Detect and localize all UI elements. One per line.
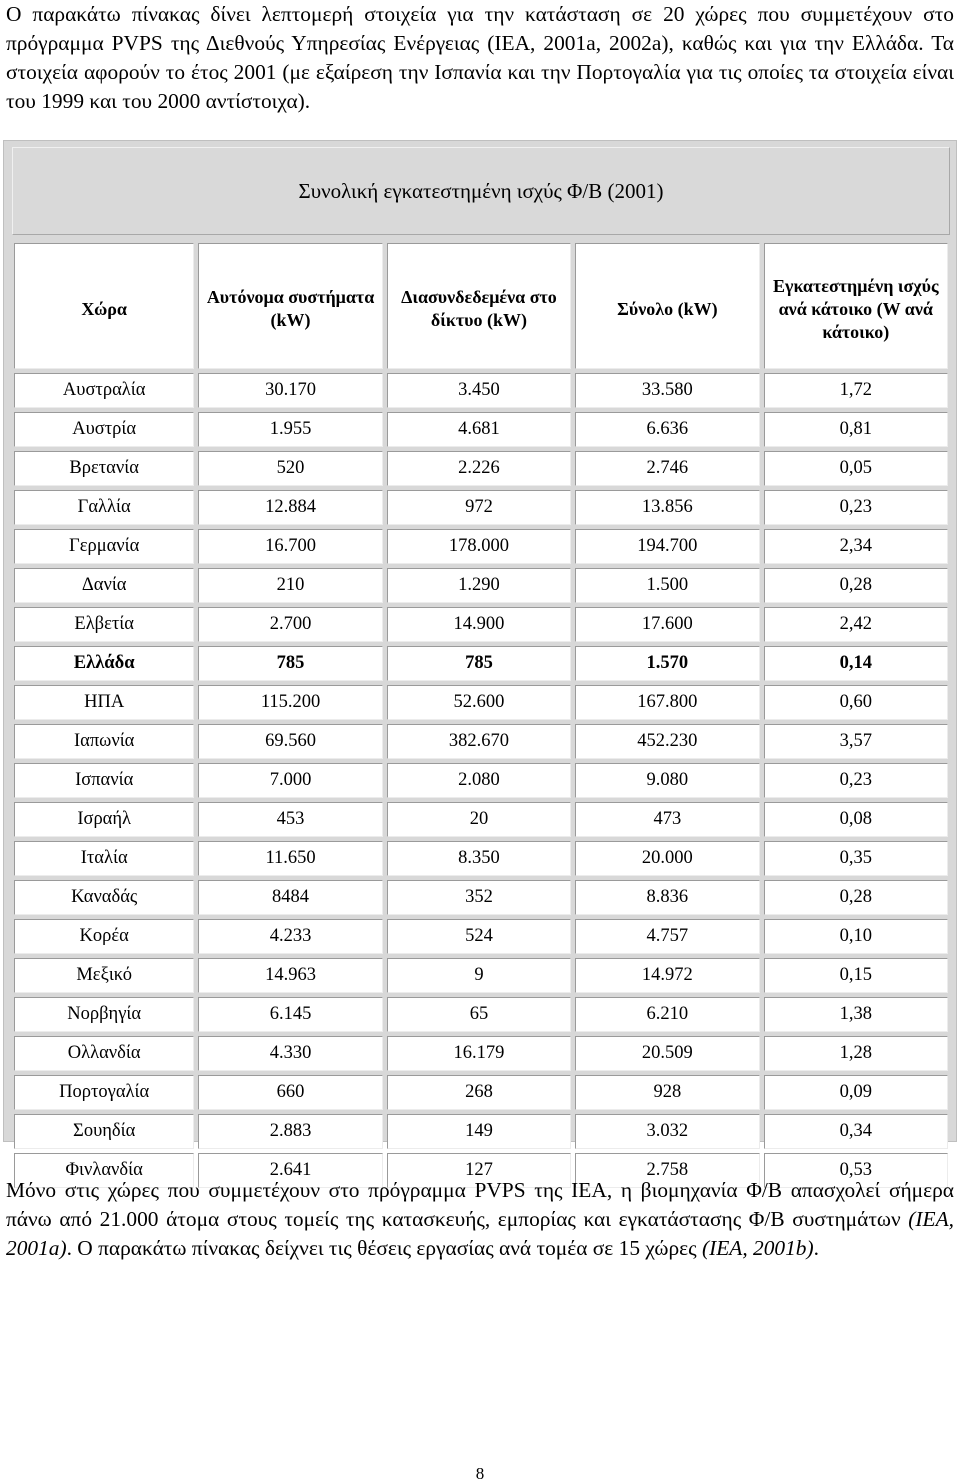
table-row (14, 1036, 948, 1071)
table-row (14, 607, 948, 642)
table-row (14, 997, 948, 1032)
cell-grid-connected: 352 (387, 880, 571, 915)
cell-standalone: 11.650 (198, 841, 382, 876)
cell-grid-connected: 524 (387, 919, 571, 954)
cell-grid-connected: 1.290 (387, 568, 571, 603)
cell-grid-connected: 2.080 (387, 763, 571, 798)
outro-text-1: Μόνο στις χώρες που συμμετέχουν στο πρόγραμμα PVPS της IEA, η βιομηχανία Φ/Β απασχολεί σήμερα πάνω από 21.000 άτομα στους τομείς της κατασκευής, εμπορίας και εγκατάστασης Φ/Β συστημάτων (6, 1178, 954, 1231)
table-row (14, 724, 948, 759)
cell-per-capita: 0,34 (764, 1114, 948, 1149)
cell-grid-connected: 52.600 (387, 685, 571, 720)
cell-per-capita: 0,23 (764, 490, 948, 525)
cell-per-capita: 0,14 (764, 646, 948, 681)
table-row (14, 373, 948, 408)
page-number: 8 (475, 1464, 485, 1483)
cell-per-capita: 3,57 (764, 724, 948, 759)
cell-grid-connected: 4.681 (387, 412, 571, 447)
citation-iea-2001b: (IEA, 2001b) (701, 1236, 814, 1260)
cell-standalone: 785 (198, 646, 382, 681)
outro-text-3: . (813, 1236, 819, 1260)
cell-standalone: 16.700 (198, 529, 382, 564)
cell-standalone: 2.700 (198, 607, 382, 642)
cell-grid-connected: 268 (387, 1075, 571, 1110)
cell-per-capita: 0,09 (764, 1075, 948, 1110)
table-row (14, 841, 948, 876)
table-row (14, 490, 948, 525)
cell-per-capita: 0,28 (764, 880, 948, 915)
cell-grid-connected: 178.000 (387, 529, 571, 564)
cell-per-capita: 1,72 (764, 373, 948, 408)
table-body (14, 373, 948, 1188)
cell-per-capita: 2,34 (764, 529, 948, 564)
cell-standalone: 1.955 (198, 412, 382, 447)
cell-per-capita: 0,08 (764, 802, 948, 837)
table-row (14, 1114, 948, 1149)
cell-country: Σουηδία (14, 1114, 194, 1149)
cell-total: 4.757 (575, 919, 759, 954)
table-row (14, 646, 948, 681)
cell-total: 2.746 (575, 451, 759, 486)
table-row (14, 919, 948, 954)
table-row (14, 685, 948, 720)
cell-grid-connected: 65 (387, 997, 571, 1032)
cell-per-capita: 0,05 (764, 451, 948, 486)
cell-standalone: 210 (198, 568, 382, 603)
cell-standalone: 660 (198, 1075, 382, 1110)
cell-grid-connected: 20 (387, 802, 571, 837)
cell-per-capita: 0,81 (764, 412, 948, 447)
cell-total: 33.580 (575, 373, 759, 408)
cell-total: 17.600 (575, 607, 759, 642)
pv-capacity-table (10, 239, 952, 1192)
table-row (14, 568, 948, 603)
cell-standalone: 520 (198, 451, 382, 486)
cell-grid-connected: 3.450 (387, 373, 571, 408)
cell-total: 8.836 (575, 880, 759, 915)
cell-total: 2.758 (575, 1153, 759, 1188)
cell-country: Αυστραλία (14, 373, 194, 408)
pv-capacity-table-frame (3, 140, 957, 1180)
cell-per-capita: 1,28 (764, 1036, 948, 1071)
cell-country: Καναδάς (14, 880, 194, 915)
cell-total: 167.800 (575, 685, 759, 720)
cell-country: Αυστρία (14, 412, 194, 447)
cell-standalone: 453 (198, 802, 382, 837)
cell-grid-connected: 149 (387, 1114, 571, 1149)
cell-grid-connected: 16.179 (387, 1036, 571, 1071)
cell-per-capita: 0,53 (764, 1153, 948, 1188)
table-row (14, 529, 948, 564)
cell-total: 1.570 (575, 646, 759, 681)
cell-country: ΗΠΑ (14, 685, 194, 720)
table-row (14, 958, 948, 993)
cell-total: 13.856 (575, 490, 759, 525)
cell-standalone: 115.200 (198, 685, 382, 720)
cell-per-capita: 0,15 (764, 958, 948, 993)
cell-standalone: 30.170 (198, 373, 382, 408)
cell-total: 928 (575, 1075, 759, 1110)
table-row (14, 802, 948, 837)
cell-total: 20.000 (575, 841, 759, 876)
cell-standalone: 4.330 (198, 1036, 382, 1071)
cell-grid-connected: 2.226 (387, 451, 571, 486)
cell-per-capita: 0,35 (764, 841, 948, 876)
cell-country: Γερμανία (14, 529, 194, 564)
cell-per-capita: 2,42 (764, 607, 948, 642)
cell-country: Ισραήλ (14, 802, 194, 837)
cell-grid-connected: 9 (387, 958, 571, 993)
table-header-row (14, 243, 948, 369)
cell-total: 3.032 (575, 1114, 759, 1149)
table-row (14, 880, 948, 915)
cell-total: 9.080 (575, 763, 759, 798)
cell-total: 14.972 (575, 958, 759, 993)
header-per-capita: Εγκατεστημένη ισχύς ανά κάτοικο (W ανά κάτοικο) (764, 243, 948, 369)
cell-total: 194.700 (575, 529, 759, 564)
cell-country: Δανία (14, 568, 194, 603)
cell-country: Πορτογαλία (14, 1075, 194, 1110)
cell-standalone: 4.233 (198, 919, 382, 954)
cell-country: Ελβετία (14, 607, 194, 642)
cell-grid-connected: 382.670 (387, 724, 571, 759)
cell-grid-connected: 785 (387, 646, 571, 681)
header-country: Χώρα (14, 243, 194, 369)
cell-per-capita: 0,28 (764, 568, 948, 603)
cell-total: 6.210 (575, 997, 759, 1032)
header-total: Σύνολο (kW) (575, 243, 759, 369)
cell-standalone: 6.145 (198, 997, 382, 1032)
header-grid-connected: Διασυνδεδεμένα στο δίκτυο (kW) (387, 243, 571, 369)
cell-country: Γαλλία (14, 490, 194, 525)
header-standalone: Αυτόνομα συστήματα (kW) (198, 243, 382, 369)
cell-country: Βρετανία (14, 451, 194, 486)
intro-paragraph: Ο παρακάτω πίνακας δίνει λεπτομερή στοιχεία για την κατάσταση σε 20 χώρες που συμμετέχουν στο πρόγραμμα PVPS της Διεθνούς Υπηρεσίας Ενέργειας (IEA, 2001a, 2002a), καθώς και για την Ελλάδα. Τα στοιχεία αφορούν το έτος 2001 (με εξαίρεση την Ισπανία και την Πορτογαλία για τις οποίες τα στοιχεία είναι του 1999 και του 2000 αντίστοιχα). (6, 2, 954, 113)
cell-country: Ολλανδία (14, 1036, 194, 1071)
cell-standalone: 7.000 (198, 763, 382, 798)
cell-country: Ισπανία (14, 763, 194, 798)
cell-total: 6.636 (575, 412, 759, 447)
table-row (14, 1075, 948, 1110)
cell-grid-connected: 127 (387, 1153, 571, 1188)
cell-standalone: 12.884 (198, 490, 382, 525)
cell-total: 1.500 (575, 568, 759, 603)
cell-total: 473 (575, 802, 759, 837)
cell-country: Νορβηγία (14, 997, 194, 1032)
cell-grid-connected: 14.900 (387, 607, 571, 642)
cell-grid-connected: 972 (387, 490, 571, 525)
table-row (14, 451, 948, 486)
cell-total: 20.509 (575, 1036, 759, 1071)
cell-per-capita: 1,38 (764, 997, 948, 1032)
table-row (14, 763, 948, 798)
citation-iea-2001a: (IEA, 2001a) (6, 1207, 954, 1260)
cell-standalone: 2.641 (198, 1153, 382, 1188)
table-title: Συνολική εγκατεστημένη ισχύς Φ/Β (2001) (12, 147, 950, 235)
cell-country: Μεξικό (14, 958, 194, 993)
cell-country: Ελλάδα (14, 646, 194, 681)
table-row (14, 412, 948, 447)
cell-country: Κορέα (14, 919, 194, 954)
cell-grid-connected: 8.350 (387, 841, 571, 876)
cell-per-capita: 0,10 (764, 919, 948, 954)
cell-standalone: 2.883 (198, 1114, 382, 1149)
outro-paragraph (6, 1176, 954, 1263)
cell-per-capita: 0,23 (764, 763, 948, 798)
cell-country: Φινλανδία (14, 1153, 194, 1188)
outro-text-2: . Ο παρακάτω πίνακας δείχνει τις θέσεις εργασίας ανά τομέα σε 15 χώρες (66, 1236, 702, 1260)
cell-per-capita: 0,60 (764, 685, 948, 720)
cell-total: 452.230 (575, 724, 759, 759)
cell-standalone: 14.963 (198, 958, 382, 993)
cell-country: Ιαπωνία (14, 724, 194, 759)
cell-standalone: 8484 (198, 880, 382, 915)
cell-standalone: 69.560 (198, 724, 382, 759)
cell-country: Ιταλία (14, 841, 194, 876)
